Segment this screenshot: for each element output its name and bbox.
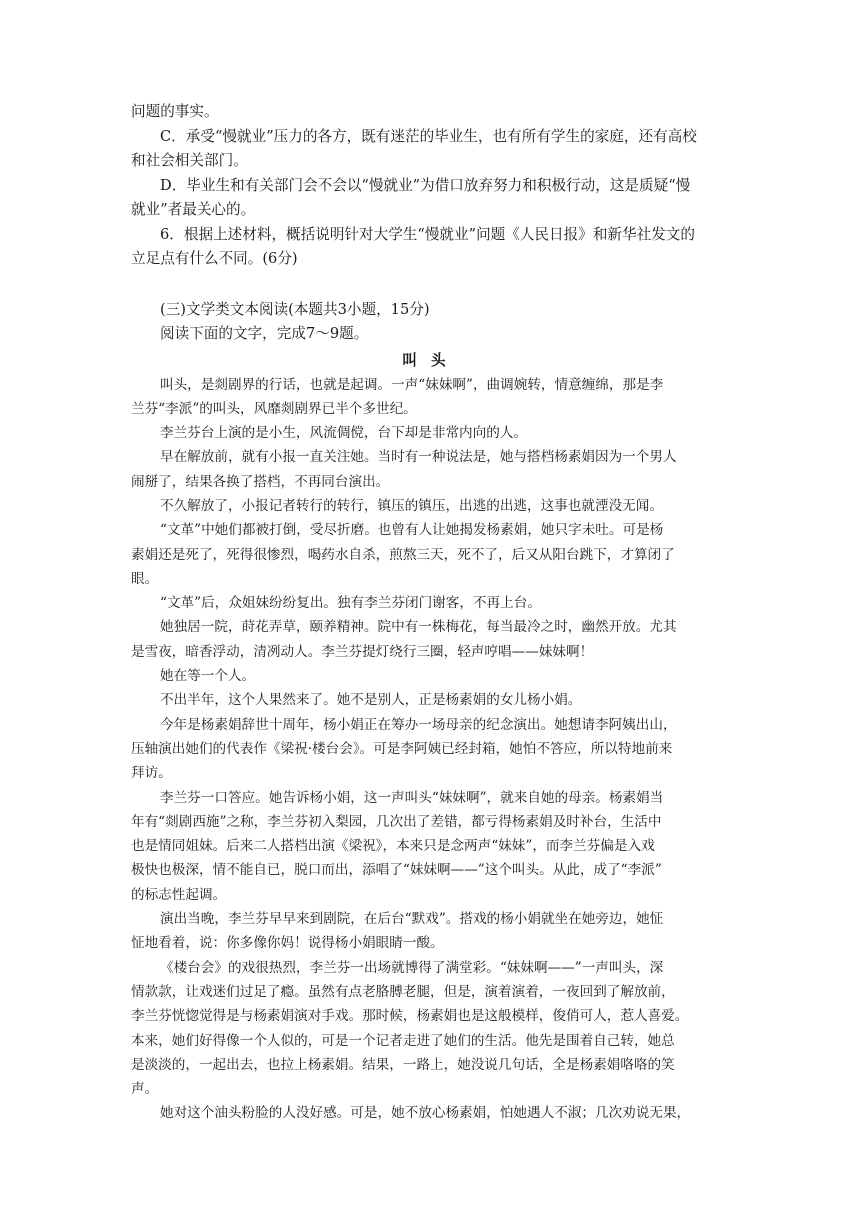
story-paragraph xyxy=(131,518,731,591)
story-line: 兰芬“李派”的叫头，风靡剡剧界已半个多世纪。 xyxy=(131,400,417,417)
story-line: 她在等一个人。 xyxy=(160,668,256,685)
question-6-line-1: 6．根据上述材料，概括说明针对大学生“慢就业”问题《人民日报》和新华社发文的 xyxy=(160,225,695,243)
story-line: 李兰芬一口答应。她告诉杨小娟，这一声叫头“妹妹啊”，就来自她的母亲。杨素娟当 xyxy=(160,789,664,806)
story-paragraph xyxy=(131,445,731,494)
story-line: 早在解放前，就有小报一直关注她。当时有一种说法是，她与搭档杨素娟因为一个男人 xyxy=(160,449,677,466)
story-line: 她对这个油头粉脸的人没好感。可是，她不放心杨素娟，怕她遇人不淑；几次劝说无果， xyxy=(160,1105,691,1122)
story-line: 《楼台会》的戏很热烈，李兰芬一出场就博得了满堂彩。“妹妹啊——”一声叫头，深 xyxy=(160,959,664,976)
story-line: 怔地看着，说：你多像你妈！说得杨小娟眼睛一酸。 xyxy=(131,935,444,952)
question-6 xyxy=(131,223,731,272)
option-c-line-2: 和社会相关部门。 xyxy=(131,152,248,169)
story-line: 是雪夜，暗香浮动，清冽动人。李兰芬提灯绕行三圈，轻声哼唱——妹妹啊！ xyxy=(131,643,594,660)
story-line: 压轴演出她们的代表作《梁祝·楼台会》。可是李阿姨已经封箱，她怕不答应，所以特地前来 xyxy=(131,740,673,757)
story-line: 是淡淡的，一起出去，也拉上杨素娟。结果，一路上，她没说几句话，全是杨素娟咯咯的笑 xyxy=(131,1056,675,1073)
story-paragraph xyxy=(131,956,731,1102)
story-line: 情款款，让戏迷们过足了瘾。虽然有点老胳膊老腿，但是，演着演着，一夜回到了解放前， xyxy=(131,983,675,1000)
story-line: 李兰芬恍惚觉得是与杨素娟演对手戏。那时候，杨素娟也是这般模样，俊俏可人，惹人喜爱。 xyxy=(131,1008,689,1025)
story-line: 李兰芬台上演的是小生，风流倜傥，台下却是非常内向的人。 xyxy=(160,425,528,442)
document-page xyxy=(131,100,731,1126)
story-line: 素娟还是死了，死得很惨烈，喝药水自杀，煎熬三天，死不了，后又从阳台跳下，才算闭了 xyxy=(131,546,675,563)
previous-question-tail: 问题的事实。 xyxy=(131,103,219,120)
story-line: 不出半年，这个人果然来了。她不是别人，正是杨素娟的女儿杨小娟。 xyxy=(160,692,582,709)
story-line: “文革”中她们都被打倒，受尽折磨。也曾有人让她揭发杨素娟，她只字未吐。可是杨 xyxy=(160,522,664,539)
story-paragraph xyxy=(131,615,731,664)
story-line: 叫头，是剡剧界的行话，也就是起调。一声“妹妹啊”，曲调婉转，情意缠绵，那是李 xyxy=(160,376,664,393)
story-body xyxy=(131,373,731,1126)
option-c xyxy=(131,125,731,174)
story-line: 不久解放了，小报记者转行的转行，镇压的镇压，出逃的出逃，这事也就湮没无闻。 xyxy=(160,497,663,514)
story-line: 演出当晚，李兰芬早早来到剧院，在后台“默戏”。搭戏的杨小娟就坐在她旁边，她怔 xyxy=(160,911,664,928)
question-6-line-2: 立足点有什么不同。(6分) xyxy=(131,250,298,267)
story-line: 今年是杨素娟辞世十周年，杨小娟正在筹办一场母亲的纪念演出。她想请李阿姨出山， xyxy=(160,716,677,733)
story-paragraph xyxy=(131,494,731,518)
story-paragraph xyxy=(131,1101,731,1125)
section-heading: (三)文学类文本阅读(本题共3小题，15分) xyxy=(160,300,430,318)
option-d xyxy=(131,174,731,223)
story-title: 叫头 xyxy=(402,351,460,369)
story-paragraph xyxy=(131,907,731,956)
option-d-line-2: 就业”者最关心的。 xyxy=(131,201,256,218)
story-line: 她独居一院，莳花弄草，颐养精神。院中有一株梅花，每当最冷之时，幽然开放。尤其 xyxy=(160,619,677,636)
story-line: 极快也极深，情不能自已，脱口而出，添唱了“妹妹啊——”这个叫头。从此，成了“李派” xyxy=(131,862,662,879)
section-instruction: 阅读下面的文字，完成7～9题。 xyxy=(160,325,369,342)
story-line: 闹掰了，结果各换了搭档，不再同台演出。 xyxy=(131,473,390,490)
story-paragraph xyxy=(131,688,731,712)
story-line: 本来，她们好得像一个人似的，可是一个记者走进了她们的生活。他先是围着自己转，她总 xyxy=(131,1032,675,1049)
story-paragraph xyxy=(131,786,731,907)
story-line: 的标志性起调。 xyxy=(131,886,227,903)
option-d-line-1: D．毕业生和有关部门会不会以“慢就业”为借口放弃努力和积极行动，这是质疑“慢 xyxy=(160,176,691,194)
story-line: 眼。 xyxy=(131,570,159,587)
story-paragraph xyxy=(131,664,731,688)
option-c-line-1: C．承受“慢就业”压力的各方，既有迷茫的毕业生，也有所有学生的家庭，还有高校 xyxy=(160,127,697,145)
story-paragraph xyxy=(131,713,731,786)
story-paragraph xyxy=(131,591,731,615)
story-line: 拜访。 xyxy=(131,765,172,782)
story-paragraph xyxy=(131,421,731,445)
story-line: “文革”后，众姐妹纷纷复出。独有李兰芬闭门谢客，不再上台。 xyxy=(160,595,541,612)
story-line: 声。 xyxy=(131,1081,159,1098)
story-line: 也是情同姐妹。后来二人搭档出演《梁祝》，本来只是念两声“妹妹”，而李兰芬偏是入戏 xyxy=(131,838,655,855)
story-line: 年有“剡剧西施”之称，李兰芬初入梨园，几次出了差错，都亏得杨素娟及时补台，生活中 xyxy=(131,813,662,830)
story-paragraph xyxy=(131,373,731,422)
